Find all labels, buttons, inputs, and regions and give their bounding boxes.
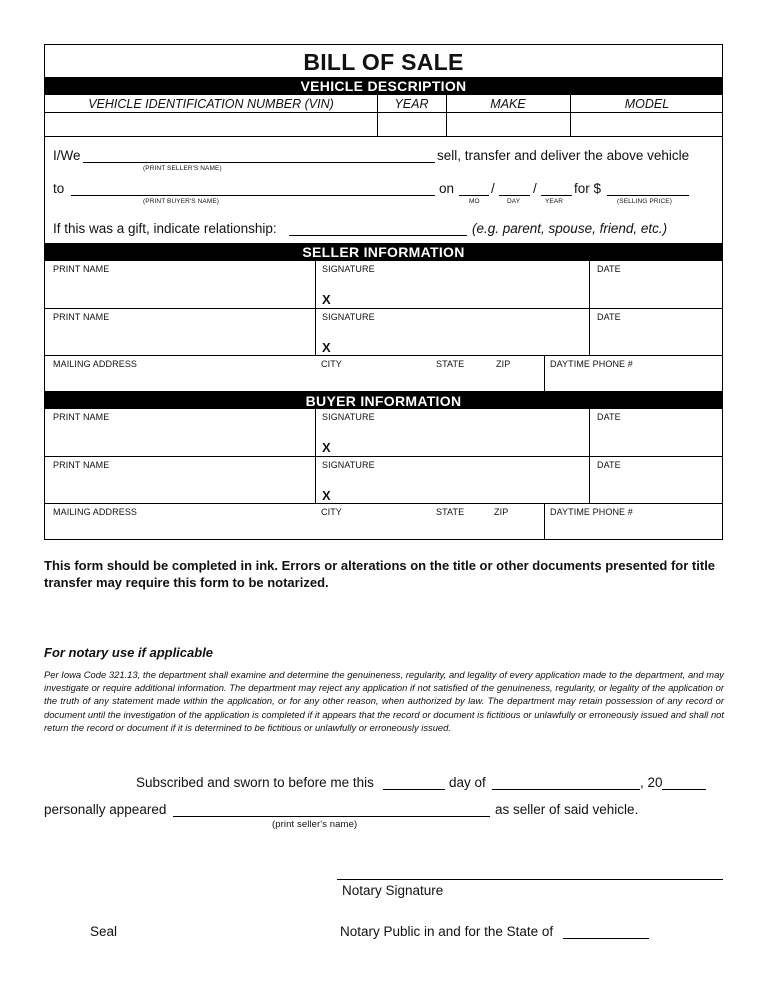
- buyer-information-header: BUYER INFORMATION: [45, 391, 722, 409]
- oath-year-line[interactable]: [662, 789, 706, 790]
- date-slash-2: /: [533, 181, 537, 196]
- buyer2-signature-label: SIGNATURE: [322, 460, 375, 470]
- notary-section-title: For notary use if applicable: [44, 645, 214, 660]
- gift-example: (e.g. parent, spouse, friend, etc.): [472, 221, 668, 236]
- buyer-zip-label: ZIP: [494, 507, 509, 517]
- buyer-phone-label: DAYTIME PHONE #: [550, 507, 633, 517]
- form-title: BILL OF SALE: [303, 49, 464, 75]
- to-label: to: [53, 181, 65, 196]
- seller-state-label: STATE: [436, 359, 465, 369]
- seller-table: [45, 261, 722, 392]
- seller-row-2: [45, 308, 722, 355]
- day-line[interactable]: [499, 195, 530, 196]
- buyer2-signature-x: X: [322, 488, 331, 503]
- date-slash-1: /: [491, 181, 495, 196]
- bill-of-sale-form: [44, 44, 723, 540]
- year-prefix-text: , 20: [640, 775, 663, 790]
- subscribed-text: Subscribed and sworn to before me this: [136, 775, 374, 790]
- vin-column-header: VEHICLE IDENTIFICATION NUMBER (VIN): [88, 97, 334, 111]
- oath-day-line[interactable]: [383, 789, 445, 790]
- seller2-signature-x: X: [322, 340, 331, 355]
- buyer1-print-name-label: PRINT NAME: [53, 412, 110, 422]
- gift-label: If this was a gift, indicate relationship:: [53, 221, 277, 236]
- vehicle-description-header: VEHICLE DESCRIPTION: [45, 77, 722, 95]
- buyer-name-line[interactable]: [71, 195, 435, 196]
- model-column-header: MODEL: [624, 97, 670, 111]
- seller2-print-name-label: PRINT NAME: [53, 312, 110, 322]
- personally-appeared-text: personally appeared: [44, 802, 167, 817]
- seller1-date-label: DATE: [597, 264, 621, 274]
- buyer-name-hint: (PRINT BUYER'S NAME): [143, 198, 220, 205]
- seller-name-line[interactable]: [83, 162, 435, 163]
- on-label: on: [439, 181, 455, 196]
- year-hint: YEAR: [545, 198, 564, 205]
- buyer-address-row: [45, 503, 722, 540]
- year-line[interactable]: [541, 195, 572, 196]
- make-column-header: MAKE: [490, 97, 526, 111]
- seller-city-label: CITY: [321, 359, 342, 369]
- selling-price-hint: (SELLING PRICE): [617, 198, 672, 205]
- seller-zip-label: ZIP: [496, 359, 511, 369]
- iwe-label: I/We: [53, 148, 81, 163]
- seller1-print-name-label: PRINT NAME: [53, 264, 110, 274]
- day-of-text: day of: [449, 775, 486, 790]
- buyer-city-label: CITY: [321, 507, 342, 517]
- year-column-header: YEAR: [394, 97, 429, 111]
- vehicle-column-headers: [45, 95, 722, 113]
- seller1-signature-label: SIGNATURE: [322, 264, 375, 274]
- notary-legal-text: Per Iowa Code 321.13, the department shall examine and determine the genuineness, regularity, and legality of every application made to the department, and may investigate or require additional information. The department may reject any application if not satisfied of the genuineness, regularity, or legality of the application or the truth of any statement made within the application, or for any other reason, when authorized by law. The department may retain possession of any record or document until the investigation of the application is completed if it appears that the record or document is fictitious or unlawfully or erroneously issued and shall not return the record or document if it is determined to be fictitious or unlawfully or erroneously issued.: [44, 669, 724, 733]
- buyer1-signature-label: SIGNATURE: [322, 412, 375, 422]
- seller-address-row: [45, 355, 722, 392]
- notary-signature-line[interactable]: [337, 879, 723, 880]
- appeared-seller-name-line[interactable]: [173, 816, 490, 817]
- seller-mailing-address-label: MAILING ADDRESS: [53, 359, 138, 369]
- seller1-signature-x: X: [322, 292, 331, 307]
- notary-signature-label: Notary Signature: [342, 883, 444, 898]
- notary-state-line[interactable]: [563, 938, 649, 939]
- buyer2-print-name-label: PRINT NAME: [53, 460, 110, 470]
- seller-row-1: [45, 261, 722, 308]
- notary-public-label: Notary Public in and for the State of: [340, 924, 554, 939]
- print-seller-name-hint: (print seller's name): [272, 819, 358, 830]
- selling-price-line[interactable]: [607, 195, 689, 196]
- model-field[interactable]: [571, 113, 723, 136]
- seller-phone-label: DAYTIME PHONE #: [550, 359, 633, 369]
- buyer1-date-label: DATE: [597, 412, 621, 422]
- for-label: for $: [574, 181, 602, 196]
- gift-relationship-line[interactable]: [289, 235, 467, 236]
- buyer-mailing-address-label: MAILING ADDRESS: [53, 507, 138, 517]
- month-hint: MO: [469, 198, 480, 205]
- buyer-state-label: STATE: [436, 507, 465, 517]
- buyer1-signature-x: X: [322, 440, 331, 455]
- vin-field[interactable]: [45, 113, 377, 136]
- seller2-signature-label: SIGNATURE: [322, 312, 375, 322]
- seller-name-hint: (PRINT SELLER'S NAME): [143, 165, 222, 172]
- day-hint: DAY: [507, 198, 521, 205]
- buyer-row-1: [45, 409, 722, 456]
- seal-label: Seal: [90, 924, 118, 939]
- as-seller-text: as seller of said vehicle.: [495, 802, 639, 817]
- make-field[interactable]: [447, 113, 570, 136]
- ink-notice: This form should be completed in ink. Errors or alterations on the title or other documents presented for title transfer may require this form to be notarized.: [44, 558, 716, 590]
- year-field[interactable]: [378, 113, 446, 136]
- oath-month-line[interactable]: [492, 789, 640, 790]
- seller-information-header: SELLER INFORMATION: [45, 243, 722, 261]
- buyer-row-2: [45, 456, 722, 503]
- vehicle-entry-row: [45, 113, 722, 137]
- month-line[interactable]: [459, 195, 489, 196]
- buyer-table: [45, 409, 722, 540]
- sell-transfer-text: sell, transfer and deliver the above vehicle: [437, 148, 690, 163]
- buyer2-date-label: DATE: [597, 460, 621, 470]
- seller2-date-label: DATE: [597, 312, 621, 322]
